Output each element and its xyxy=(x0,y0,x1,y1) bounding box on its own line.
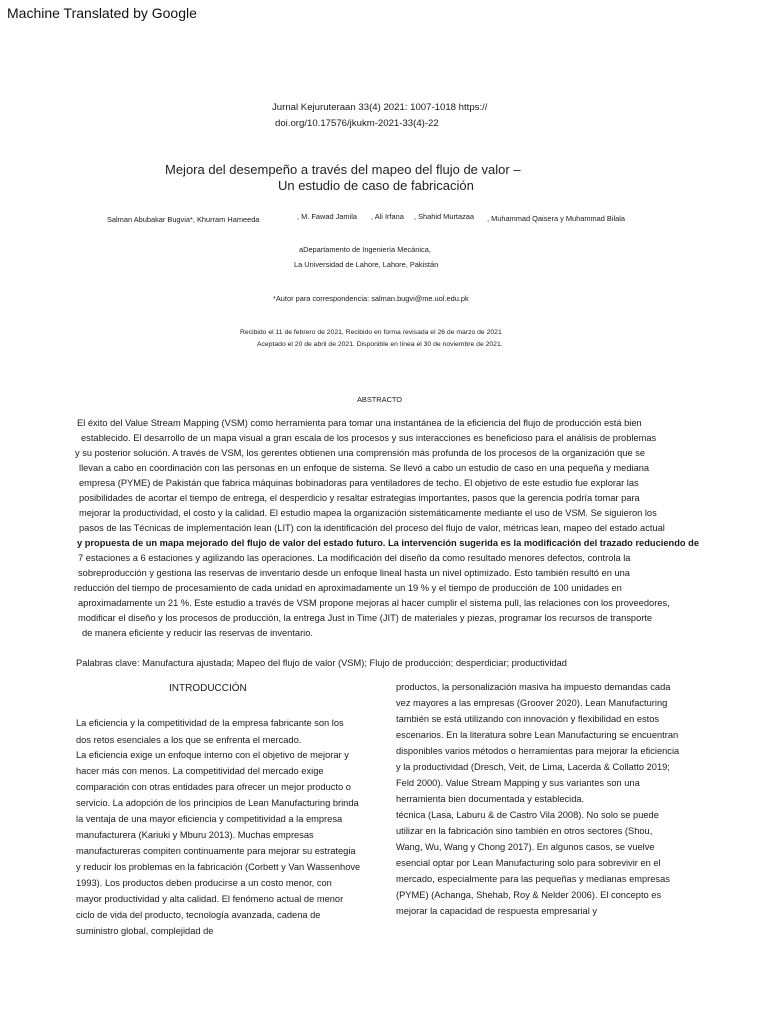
intro-left-line: hacer más con menos. La competitividad del mercado exige xyxy=(76,766,324,776)
intro-right-line: disponibles varios métodos o herramientas para mejorar la eficiencia xyxy=(396,746,680,756)
intro-left-line: La eficiencia y la competitividad de la empresa fabricante son los xyxy=(76,718,344,728)
accepted-dates: Aceptado el 20 de abril de 2021. Disponible en línea el 30 de noviembre de 2021. xyxy=(257,341,503,348)
author-2: , M. Fawad Jamila xyxy=(297,212,357,221)
affiliation-line2: La Universidad de Lahore, Lahore, Pakistán xyxy=(294,260,439,269)
intro-right-line: esencial optar por Lean Manufacturing solo para sobrevivir en el xyxy=(396,858,661,868)
abstract-line: pasos de las Técnicas de implementación lean (LIT) con la identificación del proceso del flujo de valor, métricas lean, mapeo del estado actual xyxy=(79,523,665,533)
intro-right-column xyxy=(396,682,706,922)
abstract-line: 7 estaciones a 6 estaciones y agilizando las operaciones. La modificación del diseño da como resultado menores defectos, controla la xyxy=(78,553,631,563)
machine-translation-banner: Machine Translated by Google xyxy=(7,5,197,21)
author-1: Salman Abubakar Bugvia*, Khurram Hameeda xyxy=(107,215,260,224)
abstract-line: posibilidades de acortar el tiempo de entrega, el desperdicio y resaltar estrategias importantes, pasos que la gerencia podría tomar para xyxy=(79,493,640,503)
abstract-line: empresa (PYME) de Pakistán que fabrica máquinas bobinadoras para ventiladores de techo. El objetivo de este estudio fue explorar las xyxy=(79,478,639,488)
correspondence-email: *Autor para correspondencia: salman.bugvi@me.uol.edu.pk xyxy=(273,294,469,303)
paper-title-line1: Mejora del desempeño a través del mapeo del flujo de valor – xyxy=(165,162,521,177)
intro-left-line: servicio. La adopción de los principios de Lean Manufacturing brinda xyxy=(76,798,359,808)
intro-right-line: mercado, especialmente para las pequeñas y medianas empresas xyxy=(396,874,670,884)
intro-left-line: la ventaja de una mayor eficiencia y competitividad a la empresa xyxy=(76,814,343,824)
received-dates: Recibido el 11 de febrero de 2021, Recibido en forma revisada el 26 de marzo de 2021 xyxy=(240,329,502,336)
intro-right-line: también se está utilizando con innovación y flexibilidad en estos xyxy=(396,714,660,724)
intro-right-line: técnica (Lasa, Laburu & de Castro Vila 2008). No solo se puede xyxy=(396,810,659,820)
abstract-line: mejorar la productividad, el costo y la calidad. El estudio mapea la organización sistemáticamente mediante el uso de VSM. Se siguieron los xyxy=(79,508,657,518)
intro-heading: INTRODUCCIÓN xyxy=(169,683,247,694)
abstract-line: y propuesta de un mapa mejorado del flujo de valor del estado futuro. La intervención sugerida es la modificación del trazado reduciendo de xyxy=(77,538,699,548)
author-5: , Muhammad Qaisera y Muhammad Bilala xyxy=(487,214,626,223)
intro-left-line: suministro global, complejidad de xyxy=(76,926,214,936)
intro-left-line: dos retos esenciales a los que se enfrenta el mercado. xyxy=(76,735,302,745)
intro-left-line: 1993). Los productos deben producirse a un costo menor, con xyxy=(76,878,332,888)
intro-left-line: mayor productividad y alta calidad. El fenómeno actual de menor xyxy=(76,894,344,904)
abstract-line: y su posterior solución. A través de VSM, los gerentes obtienen una comprensión más profunda de los procesos de la organización que se xyxy=(75,448,646,458)
journal-doi-line2: doi.org/10.17576/jkukm-2021-33(4)-22 xyxy=(275,118,439,129)
affiliation-line1: aDepartamento de Ingeniería Mecánica, xyxy=(299,245,431,254)
abstract-line: modificar el diseño y los procesos de producción, la entrega Just in Time (JIT) de materiales y piezas, programar los recursos de transporte xyxy=(78,613,653,623)
intro-right-line: mejorar la capacidad de respuesta empresarial y xyxy=(396,906,598,916)
author-3: , Ali Irfana xyxy=(371,212,404,221)
abstract-heading: ABSTRACTO xyxy=(357,395,403,404)
intro-right-line: herramienta bien documentada y establecida. xyxy=(396,794,585,804)
intro-left-line: comparación con otras entidades para ofrecer un mejor producto o xyxy=(76,782,351,792)
intro-left-line: ciclo de vida del producto, tecnología avanzada, cadena de xyxy=(76,910,321,920)
intro-right-line: utilizar en la fabricación sino también en otros sectores (Shou, xyxy=(396,826,653,836)
paper-title-line2: Un estudio de caso de fabricación xyxy=(278,178,474,193)
abstract-line: El éxito del Value Stream Mapping (VSM) como herramienta para tomar una instantánea de la eficiencia del flujo de producción está bien xyxy=(77,418,642,428)
keywords: Palabras clave: Manufactura ajustada; Mapeo del flujo de valor (VSM); Flujo de producción; desperdiciar; productividad xyxy=(76,658,567,668)
intro-left-line: La eficiencia exige un enfoque interno con el objetivo de mejorar y xyxy=(76,750,349,760)
intro-right-line: productos, la personalización masiva ha impuesto demandas cada xyxy=(396,682,671,692)
abstract-line: aproximadamente un 21 %. Este estudio a través de VSM propone mejoras al hacer cumplir el sistema pull, las relaciones con los proveedores, xyxy=(78,598,670,608)
intro-right-line: vez mayores a las empresas (Groover 2020). Lean Manufacturing xyxy=(396,698,668,708)
abstract-line: llevan a cabo en coordinación con las personas en un enfoque de sistema. Se llevó a cabo un estudio de caso en una pequeña y mediana xyxy=(79,463,650,473)
intro-left-column xyxy=(76,718,376,948)
abstract-line: establecido. El desarrollo de un mapa visual a gran escala de los procesos y sus interacciones es beneficioso para el análisis de problemas xyxy=(81,433,657,443)
intro-left-line: y reducir los problemas en la fabricación (Corbett y Van Wassenhove xyxy=(76,862,361,872)
abstract-body xyxy=(70,418,710,648)
abstract-line: reducción del tiempo de procesamiento de cada unidad en aproximadamente un 19 % y el tiempo de producción de 100 unidades en xyxy=(74,583,622,593)
intro-right-line: Wang, Wu, Wang y Chong 2017). En algunos casos, se vuelve xyxy=(396,842,655,852)
intro-right-line: y la productividad (Dresch, Veit, de Lima, Lacerda & Collatto 2019; xyxy=(396,762,670,772)
intro-left-line: manufacturera (Kariuki y Mburu 2013). Muchas empresas xyxy=(76,830,314,840)
abstract-line: de manera eficiente y reducir las reservas de inventario. xyxy=(82,628,313,638)
intro-right-line: escenarios. En la literatura sobre Lean Manufacturing se encuentran xyxy=(396,730,679,740)
intro-right-line: Feld 2000). Value Stream Mapping y sus variantes son una xyxy=(396,778,640,788)
abstract-line: sobreproducción y gestiona las reservas de inventario desde un enfoque lineal hasta un nivel optimizado. Esto también resultó en una xyxy=(78,568,630,578)
intro-right-line: (PYME) (Achanga, Shehab, Roy & Nelder 2006). El concepto es xyxy=(396,890,662,900)
author-4: , Shahid Murtazaa xyxy=(414,212,474,221)
journal-citation-line1: Jurnal Kejuruteraan 33(4) 2021: 1007-1018 https:// xyxy=(272,102,488,113)
intro-left-line: manufactureras compiten continuamente para mejorar su estrategia xyxy=(76,846,356,856)
